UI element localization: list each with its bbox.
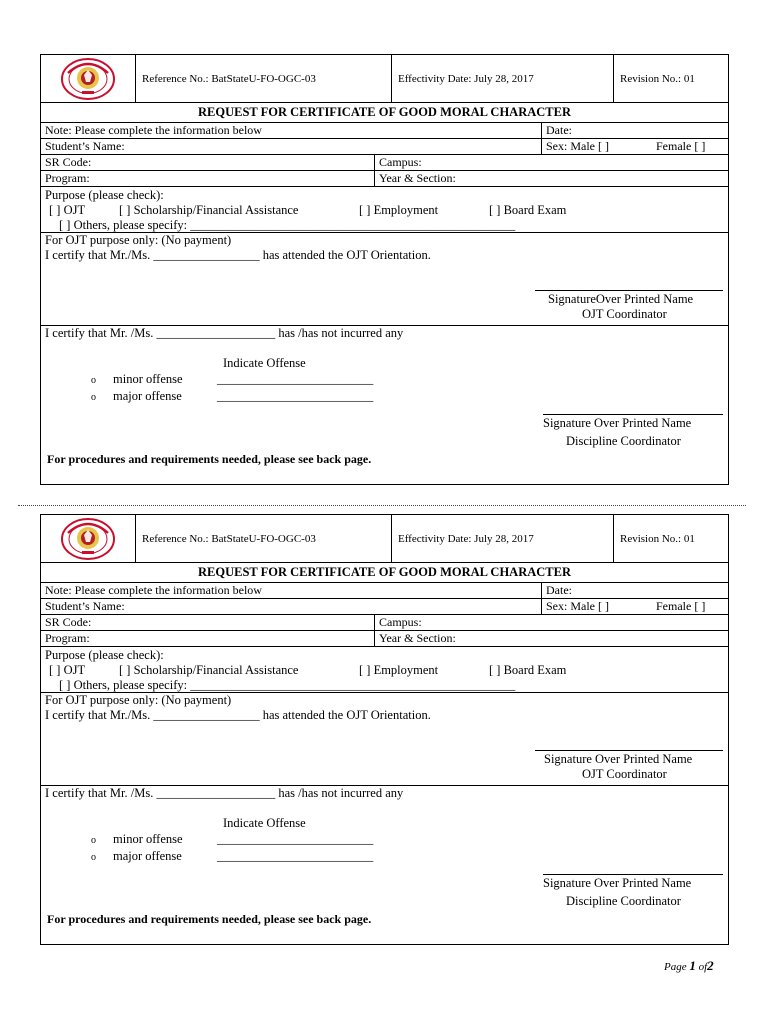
discipline-section [41, 786, 728, 944]
year-section-field[interactable]: Year & Section: [379, 171, 456, 185]
sr-code-row [41, 155, 728, 171]
note-row [41, 583, 728, 599]
footer-note: For procedures and requirements needed, please see back page. [47, 912, 372, 926]
major-offense-blank[interactable]: _________________________ [217, 389, 374, 403]
ojt-certify-text: I certify that Mr./Ms. _________________ has attended the OJT Orientation. [45, 708, 431, 722]
major-offense-blank[interactable]: _________________________ [217, 849, 374, 863]
student-name-row [41, 139, 728, 155]
page-current: 1 [689, 958, 696, 973]
student-name-row [41, 599, 728, 615]
discipline-coordinator-label: Discipline Coordinator [566, 434, 681, 448]
ojt-section [41, 693, 728, 786]
discipline-section [41, 326, 728, 484]
purpose-options [45, 203, 728, 218]
minor-offense-label: minor offense [113, 372, 183, 386]
minor-offense-line[interactable] [91, 372, 373, 387]
purpose-scholarship-checkbox[interactable]: [ ] Scholarship/Financial Assistance [119, 203, 299, 217]
cut-line [18, 505, 746, 506]
purpose-employment-checkbox[interactable]: [ ] Employment [359, 203, 439, 217]
male-checkbox[interactable]: Sex: Male [ ] [546, 139, 609, 153]
ojt-certify-text: I certify that Mr./Ms. _________________ has attended the OJT Orientation. [45, 248, 431, 262]
purpose-board-exam-checkbox[interactable]: [ ] Board Exam [489, 663, 567, 677]
form-header [41, 515, 728, 563]
campus-field[interactable]: Campus: [379, 155, 422, 169]
university-seal-icon [60, 517, 116, 561]
discipline-coordinator-label: Discipline Coordinator [566, 894, 681, 908]
female-checkbox[interactable]: Female [ ] [656, 139, 706, 153]
page-number [664, 958, 714, 974]
ojt-coordinator-label: OJT Coordinator [582, 307, 667, 321]
ojt-section [41, 233, 728, 326]
date-field[interactable]: Date: [546, 583, 572, 597]
date-field[interactable]: Date: [546, 123, 572, 137]
program-row [41, 171, 728, 187]
ojt-signature-line [535, 290, 723, 291]
student-name-field[interactable]: Student’s Name: [41, 599, 542, 614]
purpose-others-checkbox[interactable]: [ ] Others, please specify: ____________________________________________________ [59, 678, 516, 692]
minor-offense-blank[interactable]: _________________________ [217, 372, 374, 386]
student-name-field[interactable]: Student’s Name: [41, 139, 542, 154]
program-field[interactable]: Program: [41, 631, 375, 646]
program-field[interactable]: Program: [41, 171, 375, 186]
page-of: of [698, 961, 708, 973]
effectivity-date: Effectivity Date: July 28, 2017 [392, 515, 614, 562]
note-text: Note: Please complete the information below [41, 123, 542, 138]
major-offense-line[interactable] [91, 389, 373, 404]
footer-note: For procedures and requirements needed, please see back page. [47, 452, 372, 466]
minor-offense-blank[interactable]: _________________________ [217, 832, 374, 846]
page-total: 2 [707, 958, 714, 973]
bullet-icon: o [91, 852, 96, 863]
form-header [41, 55, 728, 103]
ojt-only-label: For OJT purpose only: (No payment) [45, 233, 232, 247]
program-row [41, 631, 728, 647]
discipline-signature-line [543, 874, 723, 875]
year-section-field[interactable]: Year & Section: [379, 631, 456, 645]
major-offense-label: major offense [113, 849, 182, 863]
major-offense-line[interactable] [91, 849, 373, 864]
sex-field[interactable] [542, 139, 705, 154]
purpose-section [41, 187, 728, 233]
logo-cell [41, 515, 136, 562]
ojt-signature-line [535, 750, 723, 751]
sr-code-field[interactable]: SR Code: [41, 155, 375, 170]
logo-cell [41, 55, 136, 102]
ojt-only-label: For OJT purpose only: (No payment) [45, 693, 232, 707]
reference-number: Reference No.: BatStateU-FO-OGC-03 [136, 55, 392, 102]
purpose-label: Purpose (please check): [45, 648, 164, 662]
reference-number: Reference No.: BatStateU-FO-OGC-03 [136, 515, 392, 562]
revision-number: Revision No.: 01 [620, 72, 695, 85]
purpose-employment-checkbox[interactable]: [ ] Employment [359, 663, 439, 677]
page-label: Page [664, 961, 687, 973]
ojt-coordinator-label: OJT Coordinator [582, 767, 667, 781]
bullet-icon: o [91, 835, 96, 846]
ojt-signature-label: Signature Over Printed Name [544, 752, 693, 766]
sex-field[interactable] [542, 599, 705, 614]
form-copy-1 [40, 54, 729, 485]
revision-number: Revision No.: 01 [620, 532, 695, 545]
purpose-label: Purpose (please check): [45, 188, 164, 202]
purpose-ojt-checkbox[interactable]: [ ] OJT [49, 203, 86, 217]
form-title: REQUEST FOR CERTIFICATE OF GOOD MORAL CHARACTER [41, 563, 728, 583]
form-title: REQUEST FOR CERTIFICATE OF GOOD MORAL CHARACTER [41, 103, 728, 123]
bullet-icon: o [91, 392, 96, 403]
bullet-icon: o [91, 375, 96, 386]
discipline-signature-label: Signature Over Printed Name [543, 876, 692, 890]
indicate-offense-label: Indicate Offense [223, 356, 306, 370]
discipline-signature-label: Signature Over Printed Name [543, 416, 692, 430]
campus-field[interactable]: Campus: [379, 615, 422, 629]
purpose-others-checkbox[interactable]: [ ] Others, please specify: ____________________________________________________ [59, 218, 516, 232]
purpose-options [45, 663, 728, 678]
purpose-scholarship-checkbox[interactable]: [ ] Scholarship/Financial Assistance [119, 663, 299, 677]
university-seal-icon [60, 57, 116, 101]
purpose-board-exam-checkbox[interactable]: [ ] Board Exam [489, 203, 567, 217]
minor-offense-line[interactable] [91, 832, 373, 847]
note-row [41, 123, 728, 139]
ojt-signature-label: SignatureOver Printed Name [548, 292, 694, 306]
major-offense-label: major offense [113, 389, 182, 403]
discipline-certify-text: I certify that Mr. /Ms. ___________________ has /has not incurred any [45, 786, 404, 800]
discipline-signature-line [543, 414, 723, 415]
effectivity-date: Effectivity Date: July 28, 2017 [392, 55, 614, 102]
sr-code-field[interactable]: SR Code: [41, 615, 375, 630]
discipline-certify-text: I certify that Mr. /Ms. ___________________ has /has not incurred any [45, 326, 404, 340]
form-copy-2 [40, 514, 729, 945]
minor-offense-label: minor offense [113, 832, 183, 846]
purpose-section [41, 647, 728, 693]
female-checkbox[interactable]: Female [ ] [656, 599, 706, 613]
male-checkbox[interactable]: Sex: Male [ ] [546, 599, 609, 613]
purpose-ojt-checkbox[interactable]: [ ] OJT [49, 663, 86, 677]
sr-code-row [41, 615, 728, 631]
indicate-offense-label: Indicate Offense [223, 816, 306, 830]
note-text: Note: Please complete the information below [41, 583, 542, 598]
